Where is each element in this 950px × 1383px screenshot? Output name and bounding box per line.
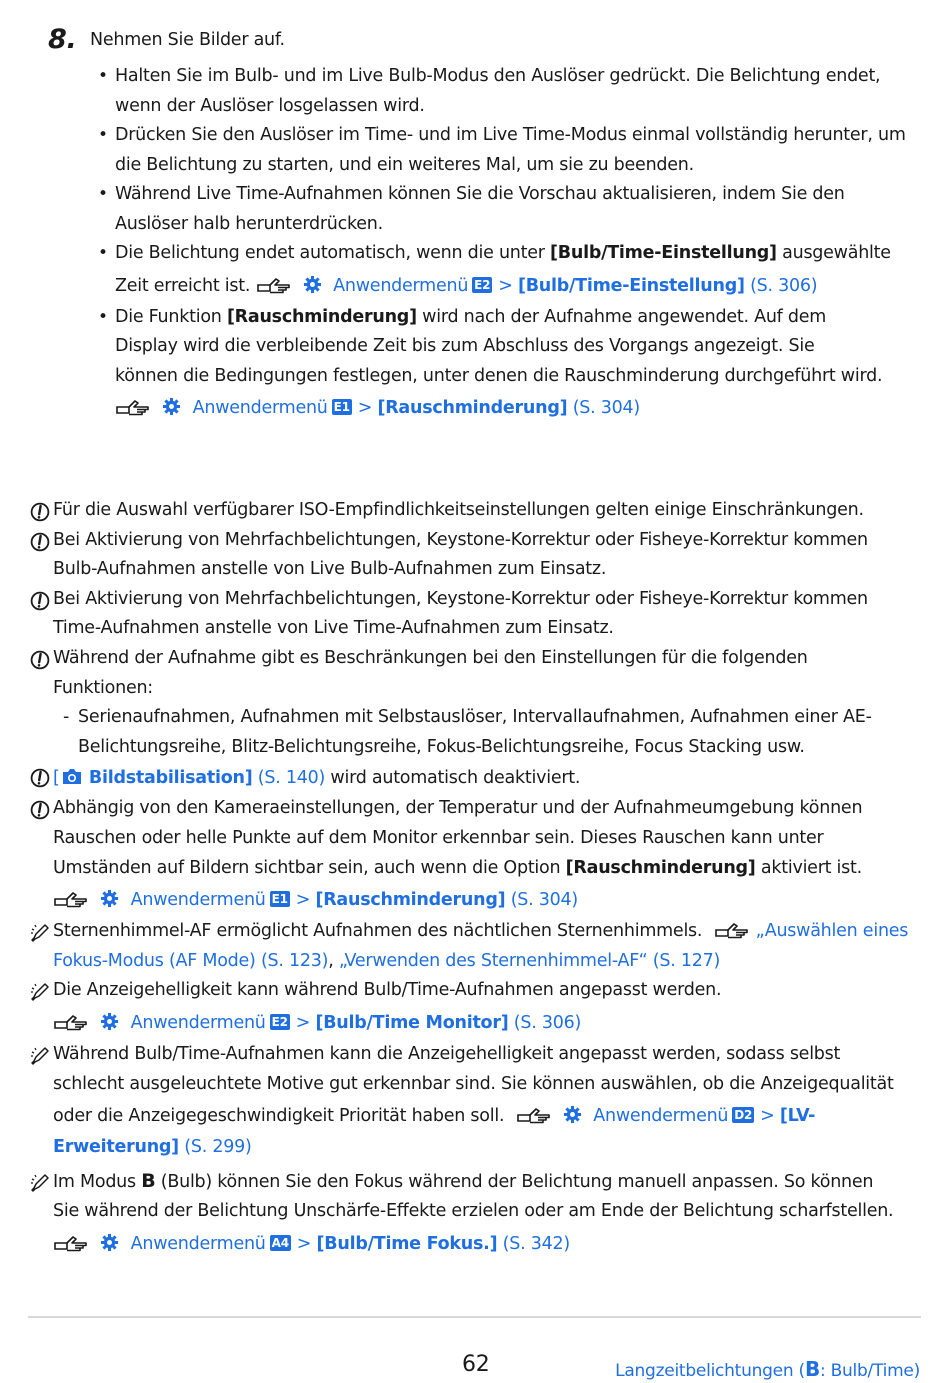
step-text: Nehmen Sie Bilder auf. [90, 30, 285, 50]
af-mode-link[interactable]: „Auswählen eines [755, 921, 909, 942]
caution-icon [30, 800, 50, 820]
bullet-item [96, 180, 926, 239]
bullet-item [96, 303, 926, 426]
bulb-mode-letter: B [141, 1169, 156, 1192]
tip-icon [30, 1046, 50, 1066]
tip-note: Sternenhimmel-AF ermöglicht Aufnahmen des nächtlichen Sternenhimmels. „Auswählen eines Fokus-Modus (AF Mode) (S. 123), „Verwenden des Sternenhimmel-AF“ (S. 127) [30, 917, 930, 976]
noise-reduction-link[interactable]: [Rauschminderung] [315, 890, 506, 911]
bullet-line: • Halten Sie im Bulb- und im Live Bulb-Modus den Auslöser gedrückt. Die Belichtung endet, [115, 66, 881, 86]
bullet-item [96, 239, 926, 303]
menu-tab-badge: D2 [734, 1108, 753, 1123]
custom-menu-gear-icon [100, 1012, 119, 1031]
caution-note: Abhängig von den Kameraeinstellungen, der Temperatur und der Aufnahmeumgebung können Rauschen oder helle Punkte auf dem Monitor erkennbar sein. Dieses Rauschen kann unter Umständen auf Bildern sichtbar sein, auch wenn die Option [Rauschminderung] aktiviert ist. Anwendermenü E1 > [Rauschminderung] (S. 304) [30, 794, 930, 917]
caution-icon [30, 591, 50, 611]
bulb-time-monitor-link[interactable]: [Bulb/Time Monitor] [315, 1012, 509, 1033]
reference-hand-icon [53, 1011, 89, 1031]
bulb-time-setting-link[interactable]: [Bulb/Time-Einstellung] [517, 275, 745, 296]
menu-tab-badge: E1 [333, 400, 350, 414]
custom-menu-link[interactable]: Anwendermenü [130, 890, 266, 911]
reference-hand-icon [516, 1104, 552, 1124]
bullet-list [96, 62, 926, 425]
af-mode-link[interactable]: Fokus-Modus (AF Mode) (S. 123) [53, 950, 329, 971]
bullet-line: • Die Funktion [Rauschminderung] wird nach der Aufnahme angewendet. Auf dem [115, 306, 827, 327]
bullet-line: können die Bedingungen festlegen, unter denen die Rauschminderung durchgeführt wird. [115, 365, 883, 386]
caution-icon [30, 502, 50, 522]
page-reference-link[interactable]: (S. 306) [513, 1012, 582, 1033]
tip-note: Die Anzeigehelligkeit kann während Bulb/Time-Aufnahmen angepasst werden. Anwendermenü E2 > [Bulb/Time Monitor] (S. 306) [30, 976, 930, 1040]
reference-hand-icon [53, 1232, 89, 1252]
custom-menu-link[interactable]: Anwendermenü [130, 1233, 266, 1254]
bullet-line: • Die Belichtung endet automatisch, wenn die unter [Bulb/Time-Einstellung] ausgewählte [115, 243, 891, 263]
custom-menu-link[interactable]: Anwendermenü [333, 275, 469, 296]
restriction-sub-item: - Serienaufnahmen, Aufnahmen mit Selbstauslöser, Intervallaufnahmen, Aufnahmen einer AE- Belichtungsreihe, Blitz-Belichtungsreihe, Fokus-Belichtungsreihe, Focus Stacking usw. [63, 707, 872, 757]
custom-menu-link[interactable]: Anwendermenü [192, 398, 328, 418]
footer-divider [28, 1316, 921, 1318]
caution-note: Für die Auswahl verfügbarer ISO-Empfindlichkeitseinstellungen gelten einige Einschränkungen. [30, 496, 930, 526]
starry-sky-af-link[interactable]: „Verwenden des Sternenhimmel-AF“ (S. 127) [338, 950, 721, 971]
page-reference-link[interactable]: (S. 342) [502, 1233, 570, 1254]
caution-note: Während der Aufnahme gibt es Beschränkungen bei den Einstellungen für die folgenden Funktionen: [30, 644, 930, 703]
custom-menu-gear-icon [563, 1105, 582, 1124]
image-stabilization-link[interactable]: Bildstabilisation] [88, 768, 253, 789]
custom-menu-gear-icon [100, 889, 119, 908]
custom-menu-gear-icon [303, 275, 322, 294]
camera-icon [62, 767, 82, 785]
reference-hand-icon [256, 274, 292, 294]
caution-note: [ Bildstabilisation] (S. 140) wird automatisch deaktiviert. [30, 762, 930, 794]
menu-tab-badge: A4 [271, 1235, 289, 1250]
menu-tab-badge: E1 [271, 892, 288, 907]
page-reference-link[interactable]: (S. 304) [572, 398, 640, 418]
page-reference-link[interactable]: (S. 304) [510, 890, 578, 911]
menu-tab-badge: E2 [271, 1014, 288, 1029]
tip-icon [30, 982, 50, 1002]
bullet-line: • Drücken Sie den Auslöser im Time- und im Live Time-Modus einmal vollständig herunter, um [115, 125, 906, 145]
custom-menu-gear-icon [162, 397, 181, 416]
page-number: 62 [462, 1352, 490, 1377]
bullet-line: Zeit erreicht ist. Anwendermenü E2 > [Bulb/Time-Einstellung] (S. 306) [115, 275, 818, 296]
caution-icon [30, 532, 50, 552]
page-reference-link[interactable]: (S. 306) [750, 275, 818, 296]
bullet-item [96, 121, 926, 180]
bullet-line: • Während Live Time-Aufnahmen können Sie die Vorschau aktualisieren, indem Sie den [115, 184, 845, 204]
reference-hand-icon [53, 888, 89, 908]
caution-note: Bei Aktivierung von Mehrfachbelichtungen, Keystone-Korrektur oder Fisheye-Korrektur kommen Time-Aufnahmen anstelle von Live Time-Aufnahmen zum Einsatz. [30, 585, 930, 644]
page-reference-link[interactable]: (S. 140) [257, 768, 326, 789]
section-title[interactable]: Langzeitbelichtungen (B: Bulb/Time) [615, 1357, 920, 1381]
step-number: 8. [48, 24, 77, 55]
custom-menu-link[interactable]: Anwendermenü [130, 1012, 266, 1033]
bullet-line: wenn der Auslöser losgelassen wird. [115, 95, 425, 116]
tip-icon [30, 1173, 50, 1193]
caution-note: Bei Aktivierung von Mehrfachbelichtungen, Keystone-Korrektur oder Fisheye-Korrektur kommen Bulb-Aufnahmen anstelle von Live Bulb-Aufnahmen zum Einsatz. [30, 526, 930, 585]
menu-tab-badge: E2 [474, 277, 491, 292]
tip-note: Während Bulb/Time-Aufnahmen kann die Anzeigehelligkeit angepasst werden, sodass selbst schlecht ausgeleuchtete Motive gut erkennbar sind. Sie können auswählen, ob die Anzeigequalität oder die Anzeigegeschwindigkeit Priorität haben soll. Anwendermenü D2 > [LV- Erweiterung] (S. 299) [30, 1040, 930, 1163]
bullet-line: Display wird die verbleibende Zeit bis zum Abschluss des Vorgangs angezeigt. Sie [115, 336, 815, 356]
bullet-line: die Belichtung zu starten, und ein weiteres Mal, um sie zu beenden. [115, 154, 694, 175]
bullet-line: Auslöser halb herunterdrücken. [115, 213, 383, 234]
lv-extension-link[interactable]: Erweiterung] [53, 1137, 179, 1158]
bullet-item [96, 62, 926, 121]
notes-section [30, 496, 930, 1261]
reference-hand-icon [714, 919, 750, 939]
custom-menu-gear-icon [100, 1233, 119, 1252]
tip-icon [30, 923, 50, 943]
noise-reduction-link[interactable]: [Rauschminderung] [377, 398, 568, 418]
reference-hand-icon [115, 396, 151, 416]
bullet-line: Anwendermenü E1 > [Rauschminderung] (S. 304) [115, 391, 926, 425]
bulb-time-focus-link[interactable]: [Bulb/Time Fokus.] [316, 1233, 498, 1254]
caution-icon [30, 768, 50, 788]
lv-extension-link[interactable]: [LV- [779, 1106, 816, 1127]
tip-note: Im Modus B (Bulb) können Sie den Fokus während der Belichtung manuell anpassen. So können Sie während der Belichtung Unschärfe-Effekte erzielen oder am Ende der Belichtung scharfstellen. Anwendermenü A4 > [Bulb/Time Fokus.] (S. 342) [30, 1167, 930, 1261]
caution-icon [30, 650, 50, 670]
custom-menu-link[interactable]: Anwendermenü [593, 1106, 729, 1127]
page-reference-link[interactable]: (S. 299) [184, 1137, 252, 1158]
